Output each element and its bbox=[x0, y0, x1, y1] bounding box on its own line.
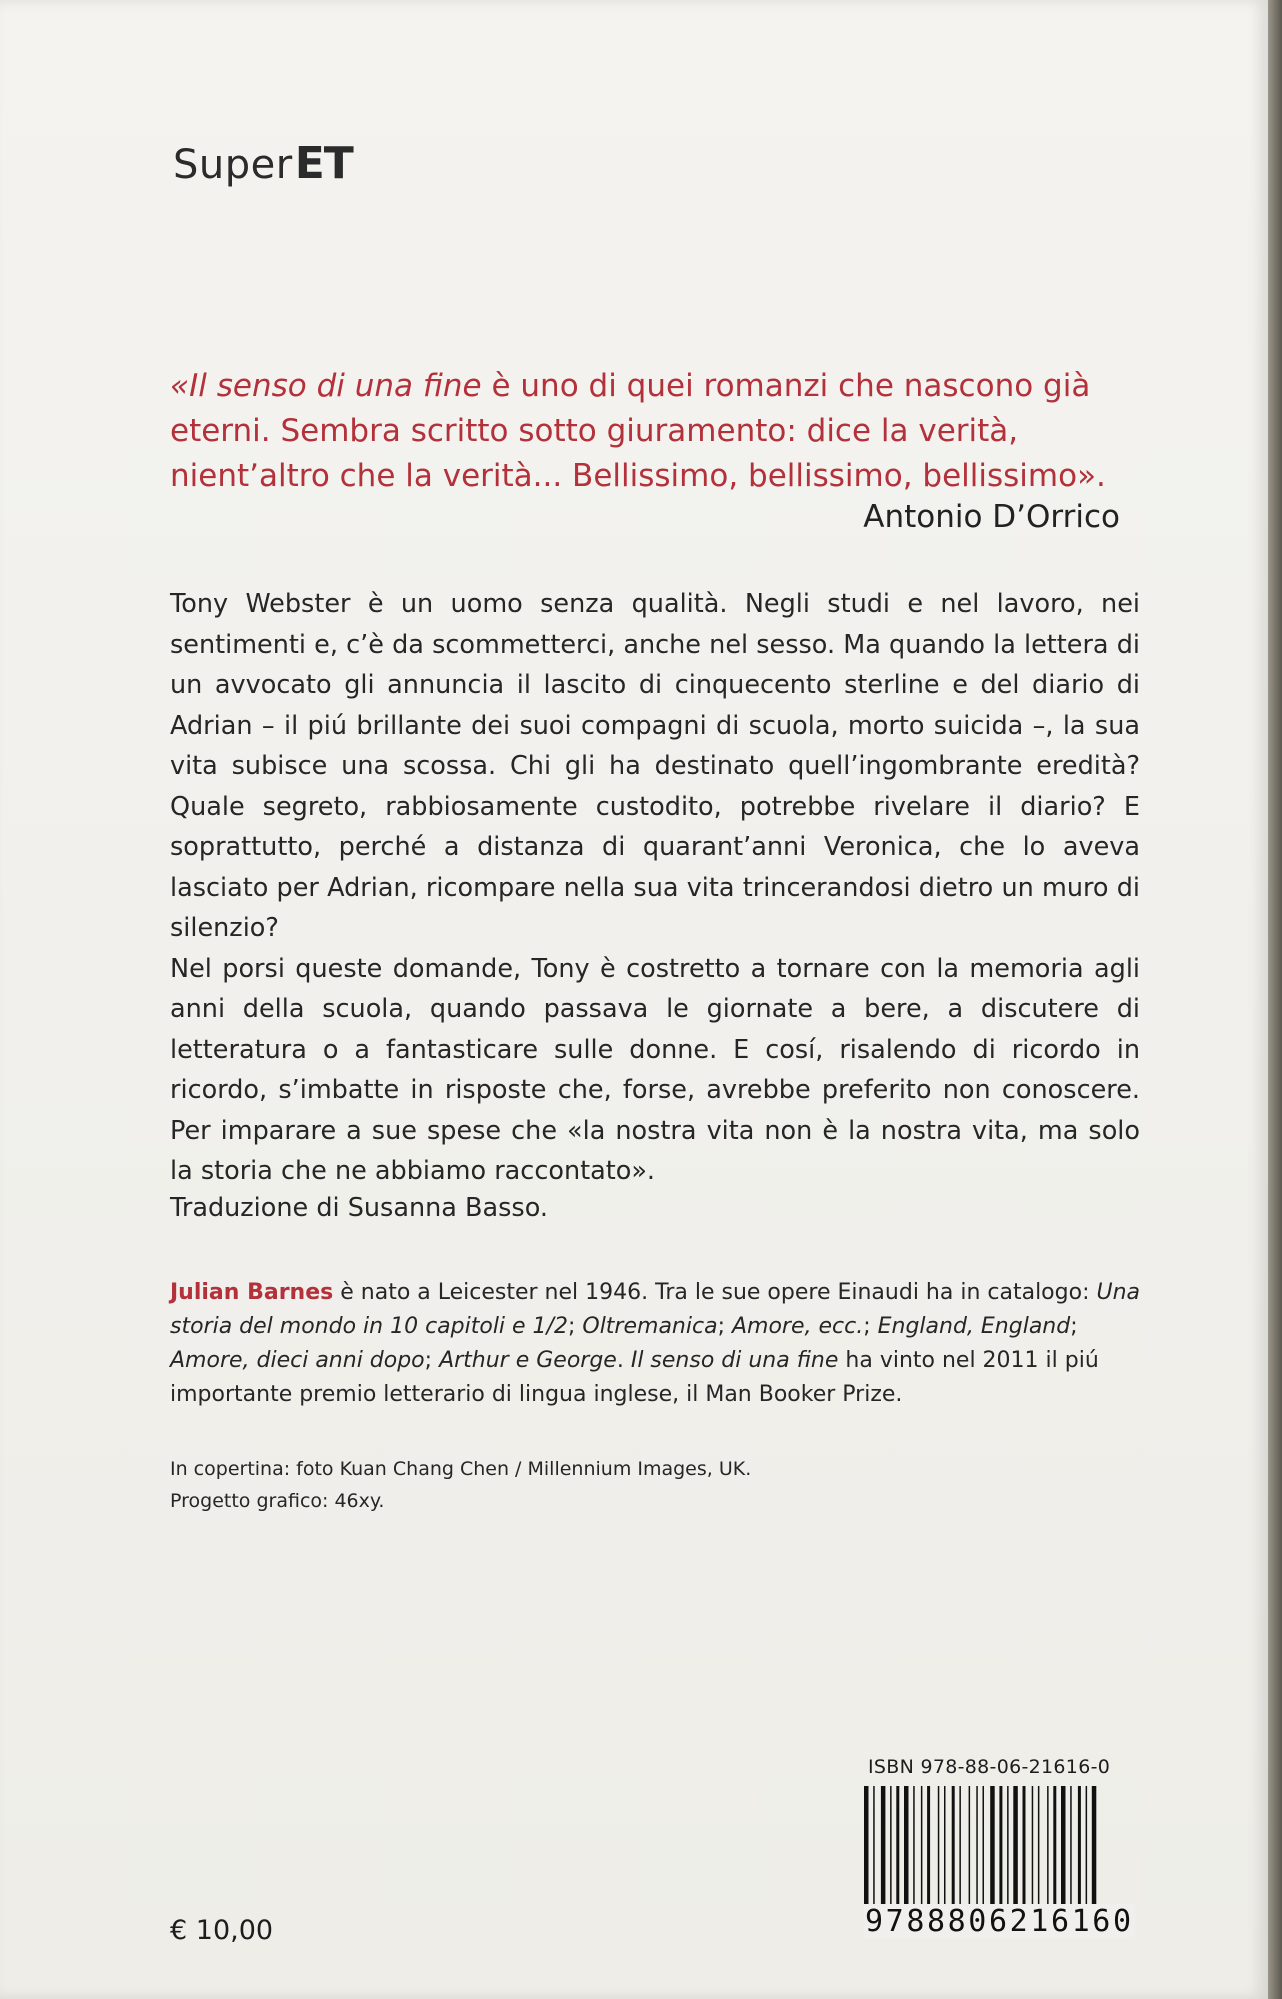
translation-credit: Traduzione di Susanna Basso. bbox=[170, 1193, 548, 1223]
cover-photo-credit: In copertina: foto Kuan Chang Chen / Millennium Images, UK. bbox=[170, 1458, 752, 1480]
bio-author-name: Julian Barnes bbox=[170, 1280, 334, 1305]
price: € 10,00 bbox=[170, 1915, 274, 1946]
publisher-logo bbox=[173, 138, 353, 189]
bio-intro: è nato a Leicester nel 1946. Tra le sue opere Einaudi ha in catalogo: bbox=[333, 1280, 1097, 1305]
work-title: Una storia del mondo in 10 capitoli e 1/2 bbox=[170, 1280, 1141, 1339]
synopsis bbox=[170, 584, 1140, 1192]
logo-brand: ET bbox=[294, 138, 353, 189]
barcode-digits: 9788806216160 bbox=[865, 1904, 1134, 1939]
work-title: Oltremanica bbox=[582, 1314, 718, 1339]
work-title: Amore, ecc. bbox=[731, 1314, 864, 1339]
press-quote bbox=[170, 364, 1135, 499]
quote-text: è uno di quei romanzi che nascono già eterni. Sembra scritto sotto giuramento: dice la verità, nient’altro che la verità... Bellissimo, bellissimo, bellissimo». bbox=[170, 368, 1106, 494]
page-edge-shadow bbox=[1268, 0, 1282, 1999]
barcode bbox=[862, 1786, 1146, 1946]
graphic-design-credit: Progetto grafico: 46xy. bbox=[170, 1490, 385, 1512]
credits bbox=[170, 1453, 751, 1517]
bio-award-text: ha vinto nel 2011 il piú importante premio letterario di lingua inglese, il Man Booker Prize. bbox=[170, 1348, 1099, 1407]
work-title: England, England bbox=[877, 1314, 1071, 1339]
isbn-label: ISBN 978-88-06-21616-0 bbox=[868, 1756, 1111, 1778]
author-bio: Julian Barnes è nato a Leicester nel 1946. Tra le sue opere Einaudi ha in catalogo: Una storia del mondo in 10 capitoli e 1/2; Oltremanica; Amore, ecc.; England, England; Amore, dieci anni dopo; Arthur e George. Il senso di una fine ha vinto nel 2011 il piú importante premio letterario di lingua inglese, il Man Booker Prize. bbox=[170, 1280, 1141, 1407]
synopsis-paragraph-1: Tony Webster è un uomo senza qualità. Negli studi e nel lavoro, nei sentimenti e, c’è da scommetterci, anche nel sesso. Ma quando la lettera di un avvocato gli annuncia il lascito di cinquecento sterline e del diario di Adrian – il piú brillante dei suoi compagni di scuola, morto suicida –, la sua vita subisce una scossa. Chi gli ha destinato quell’ingombrante eredità? Quale segreto, rabbiosamente custodito, potrebbe rivelare il diario? E soprattutto, perché a distanza di quarant’anni Veronica, che lo aveva lasciato per Adrian, ricompare nella sua vita trincerandosi dietro un muro di silenzio? bbox=[170, 589, 1140, 943]
quote-book-title: «Il senso di una fine bbox=[170, 368, 482, 404]
quote-author: Antonio D’Orrico bbox=[863, 499, 1120, 535]
work-title: Arthur e George bbox=[439, 1348, 617, 1373]
synopsis-paragraph-2: Nel porsi queste domande, Tony è costretto a tornare con la memoria agli anni della scuola, quando passava le giornate a bere, a discutere di letteratura o a fantasticare sulle donne. E cosí, risalendo di ricordo in ricordo, s’imbatte in risposte che, forse, avrebbe preferito non conoscere. Per imparare a sue spese che «la nostra vita non è la nostra vita, ma solo la storia che ne abbiamo raccontato». bbox=[170, 953, 1140, 1186]
award-book-title: Il senso di una fine bbox=[630, 1348, 839, 1373]
logo-prefix: Super bbox=[173, 142, 293, 188]
work-title: Amore, dieci anni dopo bbox=[170, 1348, 425, 1373]
